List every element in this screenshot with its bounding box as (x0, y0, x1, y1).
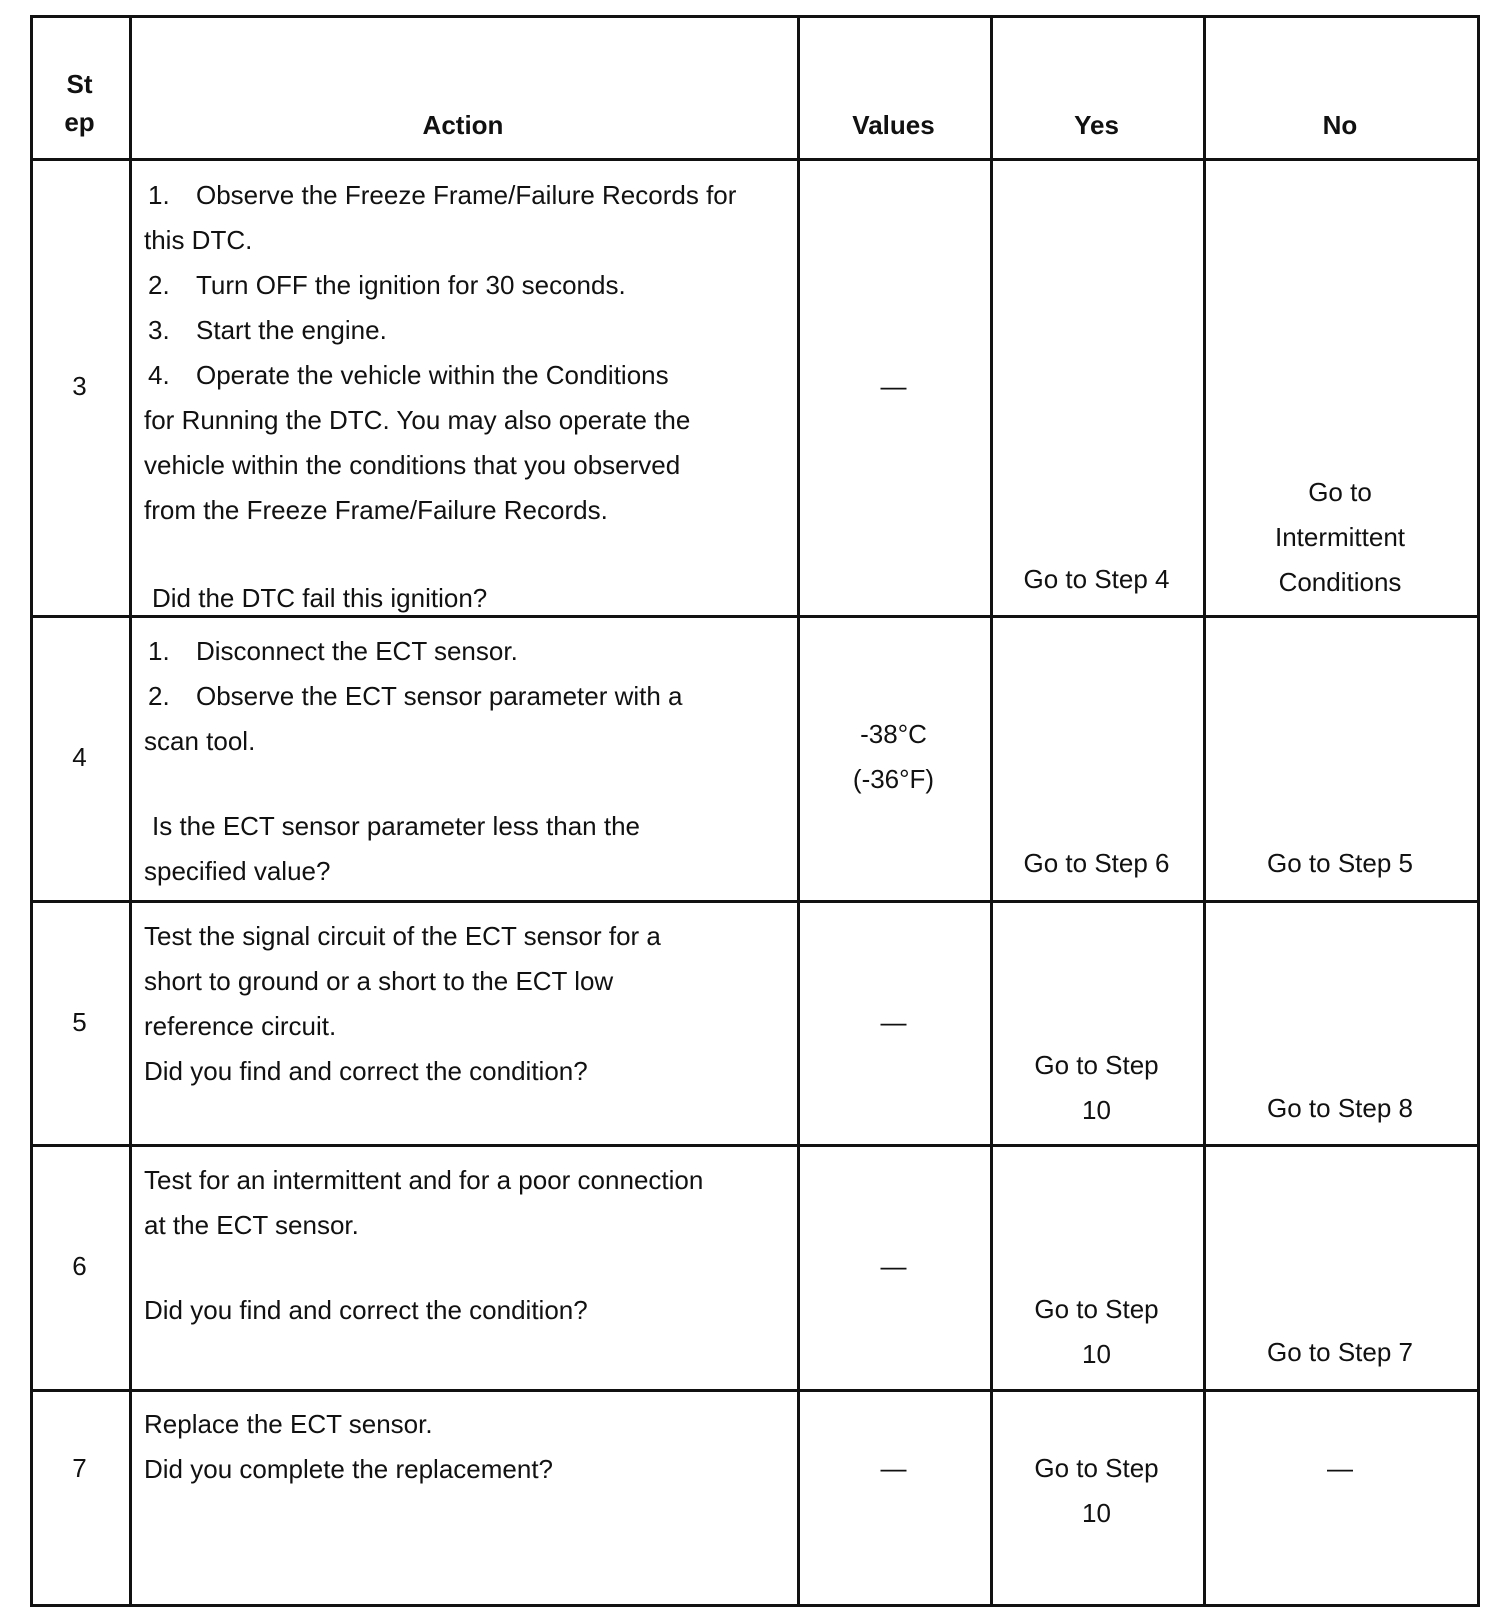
action-cell (144, 914, 794, 1094)
action-text: reference circuit. (144, 1011, 337, 1041)
action-text: Observe the Freeze Frame/Failure Records for (196, 180, 737, 210)
step-number: 4 (72, 742, 87, 772)
header-values: Values (852, 110, 935, 140)
header-action: Action (422, 110, 504, 140)
value-cell: — (880, 1453, 907, 1483)
step-number: 7 (72, 1453, 87, 1483)
header-step (30, 65, 129, 141)
action-text: at the ECT sensor. (144, 1210, 359, 1240)
header-divider (30, 158, 1480, 161)
action-text: Operate the vehicle within the Conditions (196, 360, 669, 390)
action-text: Observe the ECT sensor parameter with a (196, 681, 683, 711)
step-number: 6 (72, 1251, 87, 1281)
row-divider (30, 900, 1480, 903)
list-number: 3. (148, 315, 170, 345)
action-question: specified value? (144, 856, 331, 886)
action-cell (144, 629, 794, 894)
value-cell: — (880, 1007, 907, 1037)
yes-line: Go to Step (1034, 1453, 1159, 1483)
yes-line: 10 (1082, 1095, 1111, 1125)
no-line: Conditions (1278, 567, 1402, 597)
yes-line: Go to Step (1034, 1294, 1159, 1324)
action-cell (144, 1158, 794, 1333)
list-number: 2. (148, 270, 170, 300)
action-cell (144, 1402, 794, 1492)
value-cell: — (880, 1251, 907, 1281)
list-number: 1. (148, 180, 170, 210)
no-cell: Go to Step 5 (1267, 848, 1413, 878)
action-text: Test the signal circuit of the ECT sensor for a (144, 921, 661, 951)
action-text: for Running the DTC. You may also operate the (144, 405, 691, 435)
table-border-bottom (30, 1604, 1480, 1607)
no-line: Intermittent (1274, 522, 1406, 552)
no-cell: Go to Step 7 (1267, 1337, 1413, 1367)
value-line: (-36°F) (852, 764, 935, 794)
step-number: 5 (72, 1007, 87, 1037)
list-number: 2. (148, 681, 170, 711)
action-text: Turn OFF the ignition for 30 seconds. (196, 270, 626, 300)
header-step-line1: St (66, 69, 93, 99)
action-text: scan tool. (144, 726, 256, 756)
action-text: Replace the ECT sensor. (144, 1409, 433, 1439)
action-question: Did you find and correct the condition? (144, 1295, 588, 1325)
yes-cell: Go to Step 6 (1023, 848, 1170, 878)
diagnostic-table (30, 15, 1480, 1607)
action-text: vehicle within the conditions that you observed (144, 450, 681, 480)
yes-line: Go to Step (1034, 1050, 1159, 1080)
value-cell (797, 712, 990, 802)
action-question: Did you complete the replacement? (144, 1454, 554, 1484)
action-question: Is the ECT sensor parameter less than the (152, 811, 640, 841)
yes-cell (990, 1446, 1203, 1536)
yes-cell (990, 1287, 1203, 1377)
column-divider (129, 15, 132, 1607)
yes-cell: Go to Step 4 (1023, 564, 1170, 594)
list-number: 1. (148, 636, 170, 666)
action-cell (144, 173, 794, 621)
header-no: No (1322, 110, 1358, 140)
table-border-right (1477, 15, 1480, 1607)
action-question: Did the DTC fail this ignition? (152, 583, 488, 613)
yes-line: 10 (1082, 1339, 1111, 1369)
table-border-left (30, 15, 33, 1607)
table-border-top (30, 15, 1480, 18)
action-question: Did you find and correct the condition? (144, 1056, 588, 1086)
action-text: Start the engine. (196, 315, 387, 345)
value-line: -38°C (860, 719, 927, 749)
row-divider (30, 1389, 1480, 1392)
yes-cell (990, 1043, 1203, 1133)
action-text: Disconnect the ECT sensor. (196, 636, 518, 666)
action-text: short to ground or a short to the ECT low (144, 966, 614, 996)
action-text: Test for an intermittent and for a poor connection (144, 1165, 704, 1195)
header-yes: Yes (1074, 110, 1119, 140)
action-text: this DTC. (144, 225, 253, 255)
column-divider (797, 15, 800, 1607)
action-text: from the Freeze Frame/Failure Records. (144, 495, 608, 525)
no-cell (1203, 470, 1477, 605)
row-divider (30, 1144, 1480, 1147)
value-cell: — (880, 371, 907, 401)
no-cell: — (1327, 1453, 1353, 1483)
yes-line: 10 (1082, 1498, 1111, 1528)
list-number: 4. (148, 360, 170, 390)
header-step-line2: ep (64, 107, 95, 137)
no-line: Go to (1308, 477, 1372, 507)
no-cell: Go to Step 8 (1267, 1093, 1413, 1123)
step-number: 3 (72, 371, 87, 401)
